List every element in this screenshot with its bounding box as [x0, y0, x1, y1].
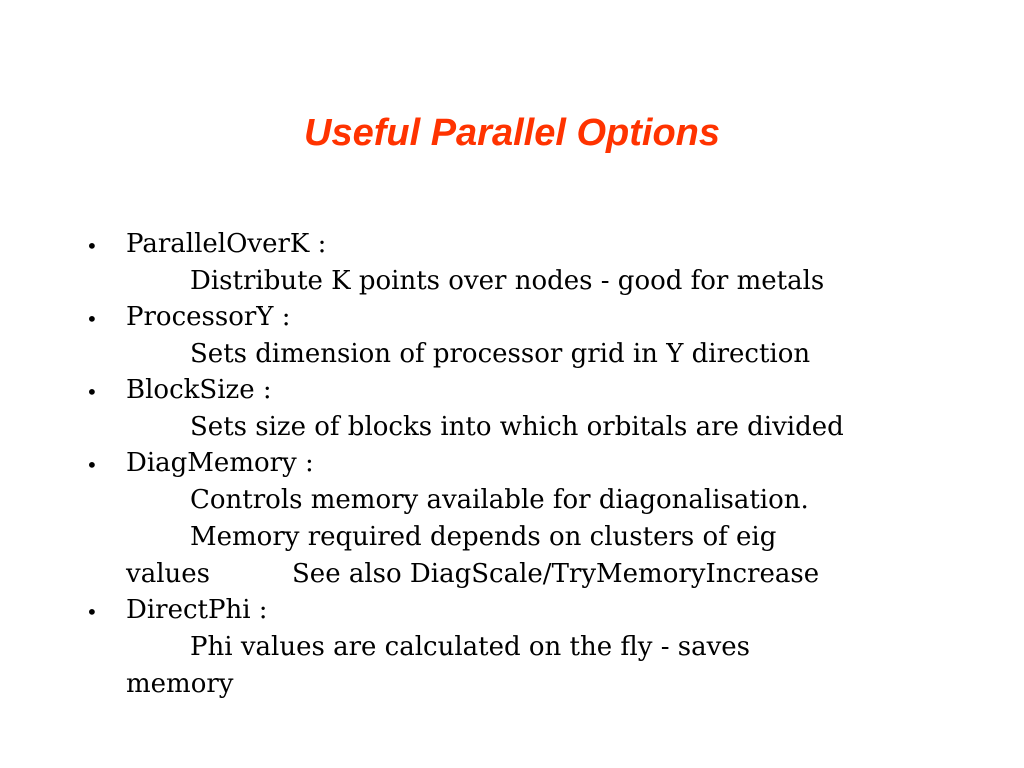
bullet-marker: • [86, 380, 98, 404]
option-term-paralleloverk: ParallelOverK : [126, 229, 327, 259]
option-description: Sets size of blocks into which orbitals are divided [190, 412, 844, 442]
slide-title: Useful Parallel Options [304, 112, 720, 154]
option-term-processory: ProcessorY : [126, 302, 291, 332]
option-description: values [126, 559, 210, 589]
option-description: Memory required depends on clusters of eig [190, 522, 777, 552]
bullet-marker: • [86, 600, 98, 624]
bullet-marker: • [86, 234, 98, 258]
option-term-directphi: DirectPhi : [126, 595, 268, 625]
option-term-diagmemory: DiagMemory : [126, 448, 314, 478]
option-description: Sets dimension of processor grid in Y direction [190, 339, 811, 369]
option-description: Distribute K points over nodes - good for metals [190, 266, 825, 296]
option-term-blocksize: BlockSize : [126, 375, 272, 405]
option-description: See also DiagScale/TryMemoryIncrease [292, 559, 820, 589]
option-description: memory [126, 669, 234, 699]
bullet-marker: • [86, 307, 98, 331]
bullet-marker: • [86, 453, 98, 477]
option-description: Phi values are calculated on the fly - saves [190, 632, 751, 662]
option-description: Controls memory available for diagonalisation. [190, 485, 809, 515]
